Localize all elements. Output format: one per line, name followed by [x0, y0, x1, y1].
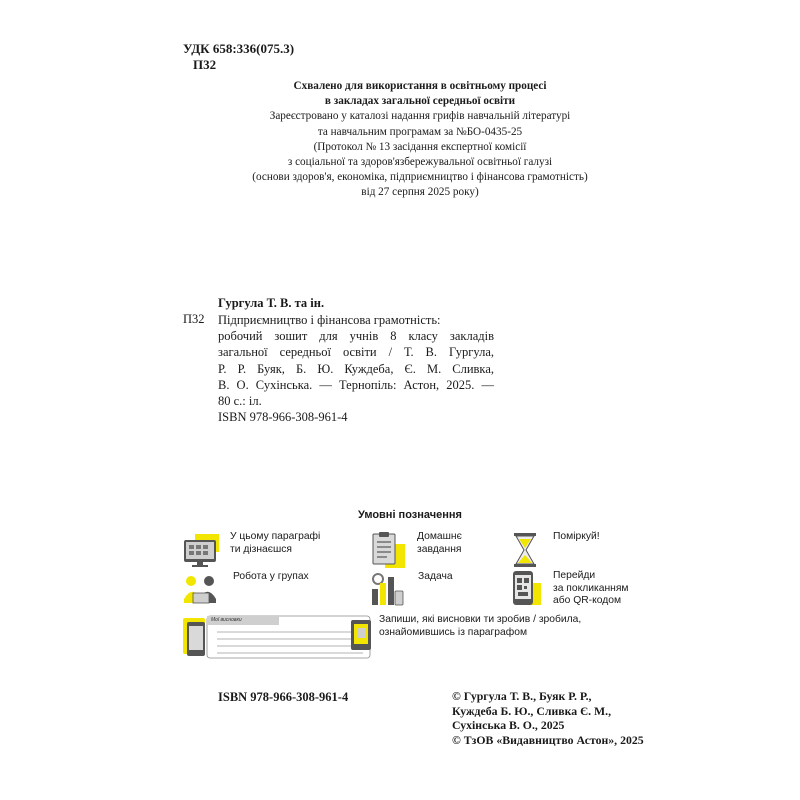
approval-line: Схвалено для використання в освітньому процесі: [293, 80, 547, 92]
task-chart-icon: [367, 569, 407, 609]
legend-item-group: [181, 569, 341, 609]
legend-label: У цьому параграфі: [230, 531, 321, 542]
legend-title: Умовні позначення: [358, 509, 462, 521]
conclusions-card: [183, 614, 373, 660]
approval-line: та навчальним програмам за №БО-0435-25: [317, 125, 523, 138]
approval-line: з соціальної та здоров'язбережувальної освітньої галузі: [287, 156, 553, 169]
bib-code: П32: [183, 312, 205, 326]
approval-line: (основи здоров'я, економіка, підприємництво і фінансова грамотність): [252, 171, 588, 184]
legend-label: Домашнє: [417, 531, 462, 542]
bib-line: загальної середньої освіти / Т. В. Гургула,: [218, 345, 494, 360]
legend-item-learn: [181, 530, 341, 574]
approval-block: [200, 79, 640, 201]
udk-code: УДК 658:336(075.3): [183, 41, 295, 56]
legend-label: за покликанням: [553, 582, 629, 594]
footer-isbn: ISBN 978-966-308-961-4: [218, 690, 349, 704]
legend-label: Робота у групах: [233, 571, 309, 582]
legend-label: ознайомившись із параграфом: [379, 626, 528, 638]
qr-phone-icon: [505, 569, 545, 609]
legend-item-conclusions: [183, 614, 633, 662]
bib-line: Р. Р. Буяк, Б. Ю. Куждеба, Є. М. Сливка,: [218, 361, 494, 376]
bib-line: робочий зошит для учнів 8 класу закладів: [218, 329, 494, 344]
legend-label: Поміркуй!: [553, 531, 600, 542]
legend-label: Запиши, які висновки ти зробив / зробила,: [379, 614, 582, 625]
approval-line: (Протокол № 13 засідання експертної комісії: [313, 140, 527, 153]
homework-clipboard-icon: [367, 530, 407, 570]
legend-item-homework: [367, 530, 497, 574]
copyright-line: © Гургула Т. В., Буяк Р. Р.,: [452, 689, 592, 703]
catalog-code: П32: [193, 57, 217, 72]
approval-line: Зареєстровано у каталозі надання грифів навчальній літературі: [269, 110, 571, 123]
bib-line: 80 с.: іл.: [218, 394, 262, 409]
bib-isbn: ISBN 978-966-308-961-4: [218, 410, 348, 425]
bib-author: Гургула Т. В. та ін.: [218, 296, 325, 310]
legend-label: завдання: [417, 543, 462, 555]
conclusions-card-label: Мої висновки: [211, 617, 242, 623]
bib-line: В. О. Сухінська. — Тернопіль: Астон, 2025. —: [218, 377, 494, 392]
hourglass-icon: [505, 530, 545, 570]
copyright-block: [452, 689, 644, 747]
bib-description: [218, 312, 494, 425]
legend-item-qr: [505, 569, 645, 613]
approval-line: від 27 серпня 2025 року): [361, 186, 479, 199]
copyright-line: © ТзОВ «Видавництво Астон», 2025: [452, 732, 644, 747]
legend-label: або QR-кодом: [553, 595, 622, 606]
bib-line: Підприємництво і фінансова грамотність:: [218, 313, 441, 327]
legend-label: Задача: [418, 571, 453, 582]
computer-screen-icon: [181, 530, 221, 570]
approval-line: в закладах загальної середньої освіти: [324, 95, 516, 108]
copyright-line: Сухінська В. О., 2025: [452, 718, 565, 733]
group-work-icon: [181, 569, 221, 609]
legend-item-task: [367, 569, 497, 609]
legend-item-think: [505, 530, 625, 574]
legend-label: ти дізнаєшся: [230, 543, 292, 555]
legend-label: Перейди: [553, 570, 596, 581]
copyright-line: Куждеба Б. Ю., Сливка Є. М.,: [452, 703, 612, 718]
